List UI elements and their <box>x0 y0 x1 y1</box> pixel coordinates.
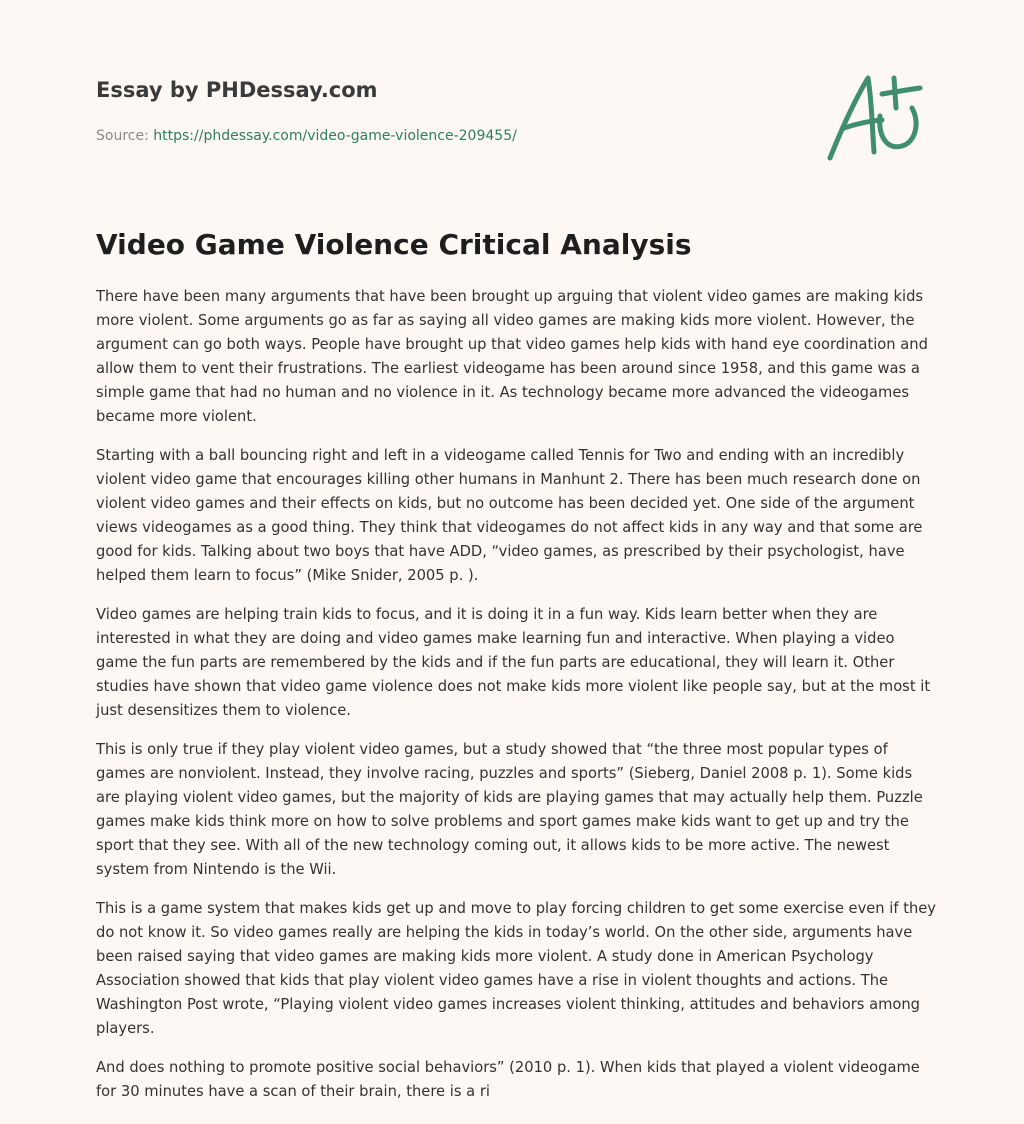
source-link[interactable]: https://phdessay.com/video-game-violence-209455/ <box>153 128 517 144</box>
source-label: Source: <box>96 128 154 144</box>
a-plus-grade-icon <box>822 66 930 166</box>
site-name: Essay by PHDessay.com <box>96 78 378 102</box>
essay-paragraph: There have been many arguments that have been brought up arguing that violent video games are making kids more violent. Some arguments go as far as saying all video games are making kids more violent. However, the argument can go both ways. People have brought up that video games help kids with hand eye coordination and allow them to vent their frustrations. The earliest videogame has been around since 1958, and this game was a simple game that had no human and no violence in it. As technology became more advanced the videogames became more violent. <box>96 288 928 425</box>
essay-title: Video Game Violence Critical Analysis <box>96 228 692 261</box>
essay-paragraph: And does nothing to promote positive social behaviors” (2010 p. 1). When kids that played a violent videogame for 30 minutes have a scan of their brain, there is a ri <box>96 1059 920 1100</box>
essay-paragraph: Video games are helping train kids to focus, and it is doing it in a fun way. Kids learn better when they are interested in what they are doing and video games make learning fun and interactive. When playing a video game the fun parts are remembered by the kids and if the fun parts are educational, they will learn it. Other studies have shown that video game violence does not make kids more violent like people say, but at the most it just desensitizes them to violence. <box>96 606 931 719</box>
essay-header <box>96 76 796 146</box>
essay-body <box>96 285 936 1119</box>
essay-paragraph: Starting with a ball bouncing right and left in a videogame called Tennis for Two and ending with an incredibly violent video game that encourages killing other humans in Manhunt 2. There has been much research done on violent video games and their effects on kids, but no outcome has been decided yet. One side of the argument views videogames as a good thing. They think that videogames do not affect kids in any way and that some are good for kids. Talking about two boys that have ADD, “video games, as prescribed by their psychologist, have helped them learn to focus” (Mike Snider, 2005 p. ). <box>96 447 923 584</box>
essay-paragraph: This is only true if they play violent video games, but a study showed that “the three most popular types of games are nonviolent. Instead, they involve racing, puzzles and sports” (Sieberg, Daniel 2008 p. 1). Some kids are playing violent video games, but the majority of kids are playing games that may actually help them. Puzzle games make kids think more on how to solve problems and sport games make kids want to get up and try the sport that they see. With all of the new technology coming out, it allows kids to be more active. The newest system from Nintendo is the Wii. <box>96 741 923 878</box>
source-line <box>96 126 796 146</box>
essay-paragraph: This is a game system that makes kids get up and move to play forcing children to get some exercise even if they do not know it. So video games really are helping the kids in today’s world. On the other side, arguments have been raised saying that video games are making kids more violent. A study done in American Psychology Association showed that kids that play violent video games have a rise in violent thoughts and actions. The Washington Post wrote, “Playing violent video games increases violent thinking, attitudes and behaviors among players. <box>96 900 937 1037</box>
